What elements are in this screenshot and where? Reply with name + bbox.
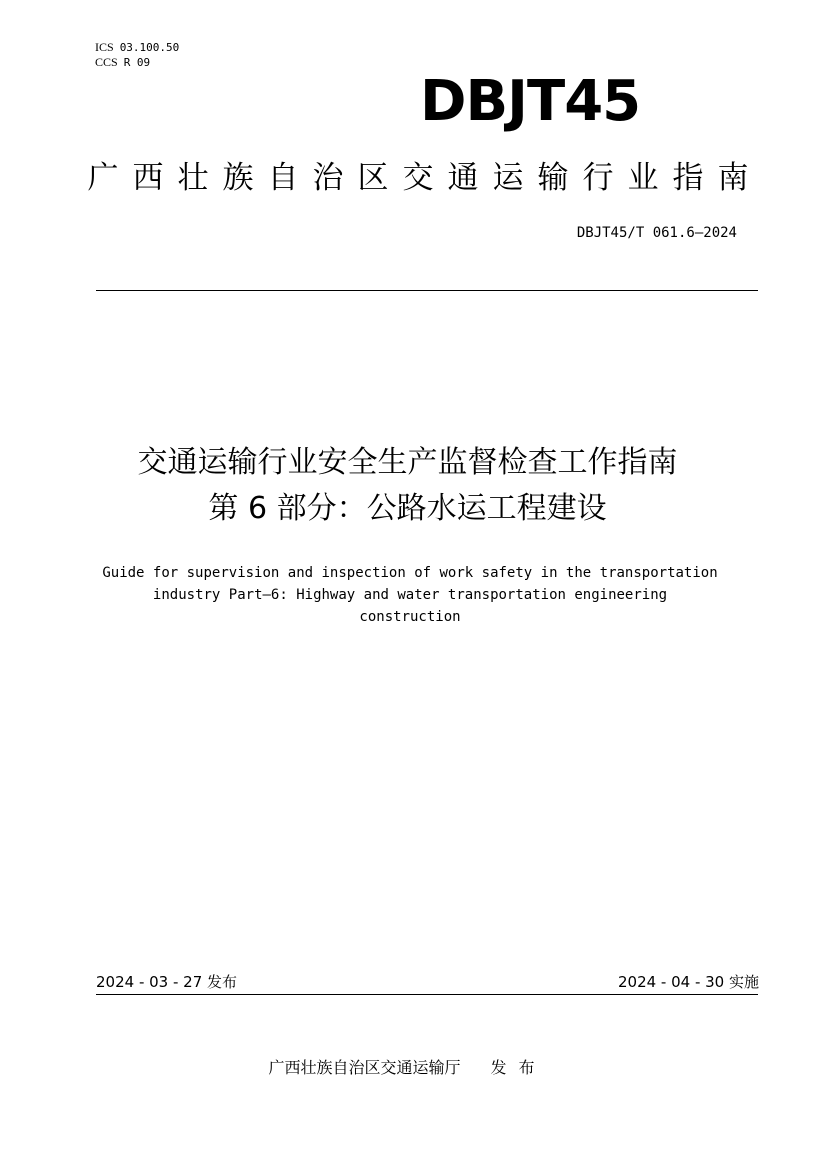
standard-logo: DBJT45 <box>420 69 641 134</box>
ccs-code: R 09 <box>123 56 151 69</box>
ccs-label: CCS <box>95 55 118 69</box>
implement-date: 2024 - 04 - 30 实施 <box>617 973 759 991</box>
english-title <box>80 562 740 628</box>
footer-divider <box>96 994 758 995</box>
ccs-line <box>95 55 179 70</box>
ics-line <box>95 40 179 55</box>
ics-code: 03.100.50 <box>119 41 180 54</box>
publish-date: 2024 - 03 - 27 发布 <box>96 973 238 991</box>
standard-number: DBJT45/T 061.6—2024 <box>576 225 737 241</box>
publisher-name: 广西壮族自治区交通运输厅 <box>268 1058 461 1077</box>
english-title-line-3: construction <box>359 609 461 625</box>
english-title-line-2: industry Part—6: Highway and water transportation engineering <box>152 587 668 603</box>
header-divider <box>96 290 758 291</box>
english-title-line-1: Guide for supervision and inspection of work safety in the transportation <box>102 565 718 581</box>
guide-category-title: 广西壮族自治区交通运输行业指南 <box>87 160 763 196</box>
classification-block <box>95 40 179 70</box>
publisher-line <box>0 1055 815 1078</box>
publisher-issue: 发布 <box>490 1058 547 1077</box>
ics-label: ICS <box>95 40 114 54</box>
title-line-2: 第 6 部分：公路水运工程建设 <box>208 491 607 526</box>
document-title <box>40 440 775 532</box>
title-line-1: 交通运输行业安全生产监督检查工作指南 <box>137 445 678 480</box>
